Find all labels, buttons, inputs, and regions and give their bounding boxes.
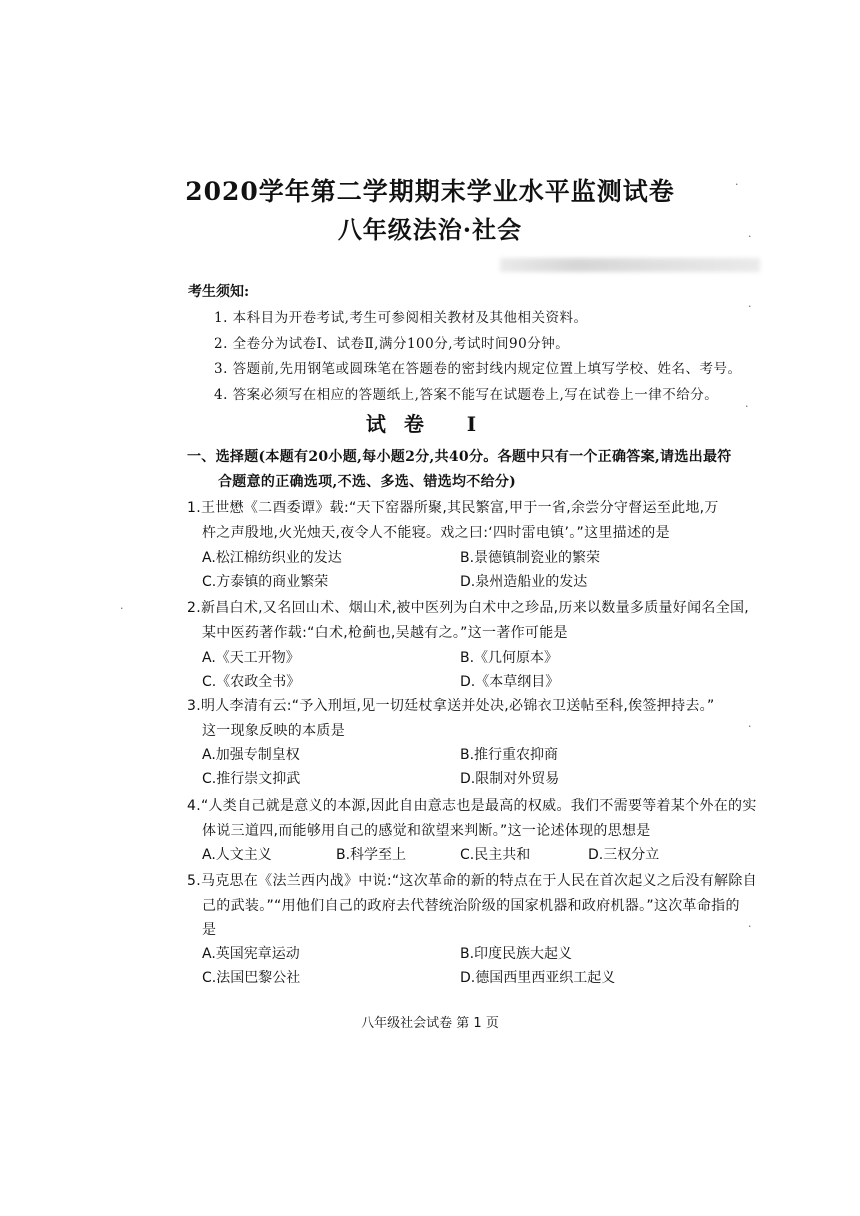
option-d: D.三权分立: [588, 847, 660, 863]
option-a: A.英国宪章运动: [202, 946, 300, 962]
question-2-line: 某中医药著作载:“白术,枪蓟也,吴越有之。”这一著作可能是: [202, 625, 568, 641]
option-b: B.《几何原本》: [460, 650, 559, 666]
question-5-line: 5.马克思在《法兰西内战》中说:“这次革命的新的特点在于人民在首次起义之后没有解除自: [187, 873, 757, 889]
section-heading-cont: 合题意的正确选项,不选、多选、错选均不给分): [218, 474, 517, 490]
question-1-line: 杵之声殷地,火光烛天,夜令人不能寝。戏之曰:‘四时雷电镇’。”这里描述的是: [202, 525, 670, 541]
question-4-line: 4.“人类自己就是意义的本源,因此自由意志也是最高的权威。我们不需要等着某个外在的实: [187, 798, 757, 814]
question-4-line: 体说三道四,而能够用自己的感觉和欲望来判断。”这一论述体现的思想是: [202, 823, 651, 839]
scan-speck: ·: [745, 400, 749, 413]
page-footer: 八年级社会试卷 第 1 页: [361, 1016, 499, 1031]
scan-speck: ·: [748, 920, 752, 933]
option-c: C.民主共和: [460, 847, 531, 863]
scan-speck: ·: [748, 230, 752, 243]
exam-subtitle: 八年级法治·社会: [337, 215, 523, 244]
scan-speck: ·: [120, 602, 124, 615]
option-c: C.《农政全书》: [202, 674, 301, 690]
option-d: D.《本草纲目》: [460, 674, 560, 690]
scan-speck: ·: [748, 300, 752, 313]
question-3-line: 这一现象反映的本质是: [202, 723, 345, 739]
scan-speck: ·: [735, 178, 739, 191]
notice-heading: 考生须知:: [188, 284, 250, 300]
option-b: B.印度民族大起义: [460, 946, 573, 962]
option-a: A.加强专制皇权: [202, 747, 300, 763]
question-3-line: 3.明人李清有云:“予入刑垣,见一切廷杖拿送并处决,必锦衣卫送帖至科,俟签押持去。”: [187, 698, 715, 714]
option-a: A.松江棉纺织业的发达: [202, 550, 342, 566]
option-c: C.方泰镇的商业繁荣: [202, 574, 329, 590]
option-b: B.科学至上: [336, 847, 407, 863]
option-b: B.推行重农抑商: [460, 747, 559, 763]
option-d: D.泉州造船业的发达: [460, 574, 588, 590]
paper-title: 试卷 I: [365, 412, 495, 436]
section-heading: 一、选择题(本题有20小题,每小题2分,共40分。各题中只有一个正确答案,请选出最符: [187, 449, 732, 465]
option-d: D.限制对外贸易: [460, 771, 560, 787]
notice-item: 1. 本科目为开卷考试,考生可参阅相关教材及其他相关资料。: [214, 310, 588, 326]
exam-title: 2020学年第二学期期末学业水平监测试卷: [185, 177, 675, 206]
option-a: A.《天工开物》: [202, 650, 300, 666]
notice-item: 2. 全卷分为试卷Ⅰ、试卷Ⅱ,满分100分,考试时间90分钟。: [214, 336, 570, 352]
scan-speck: ·: [748, 720, 752, 733]
question-5-line: 是: [202, 922, 217, 938]
question-1-line: 1.王世懋《二酉委谭》载:“天下窑器所聚,其民繁富,甲于一省,余尝分守督运至此地,万: [187, 500, 719, 516]
blurred-info-line: [500, 258, 760, 272]
notice-item: 3. 答题前,先用钢笔或圆珠笔在答题卷的密封线内规定位置上填写学校、姓名、考号。: [214, 361, 742, 377]
option-b: B.景德镇制瓷业的繁荣: [460, 550, 601, 566]
question-5-line: 己的武装。”“用他们自己的政府去代替统治阶级的国家机器和政府机器。”这次革命指的: [202, 898, 740, 914]
option-c: C.推行崇文抑武: [202, 771, 301, 787]
option-d: D.德国西里西亚织工起义: [460, 970, 616, 986]
option-a: A.人文主义: [202, 847, 272, 863]
option-c: C.法国巴黎公社: [202, 970, 301, 986]
notice-item: 4. 答案必须写在相应的答题纸上,答案不能写在试题卷上,写在试卷上一律不给分。: [214, 387, 719, 403]
question-2-line: 2.新昌白术,又名回山术、烟山术,被中医列为白术中之珍品,历来以数量多质量好闻名全国,: [187, 600, 750, 616]
